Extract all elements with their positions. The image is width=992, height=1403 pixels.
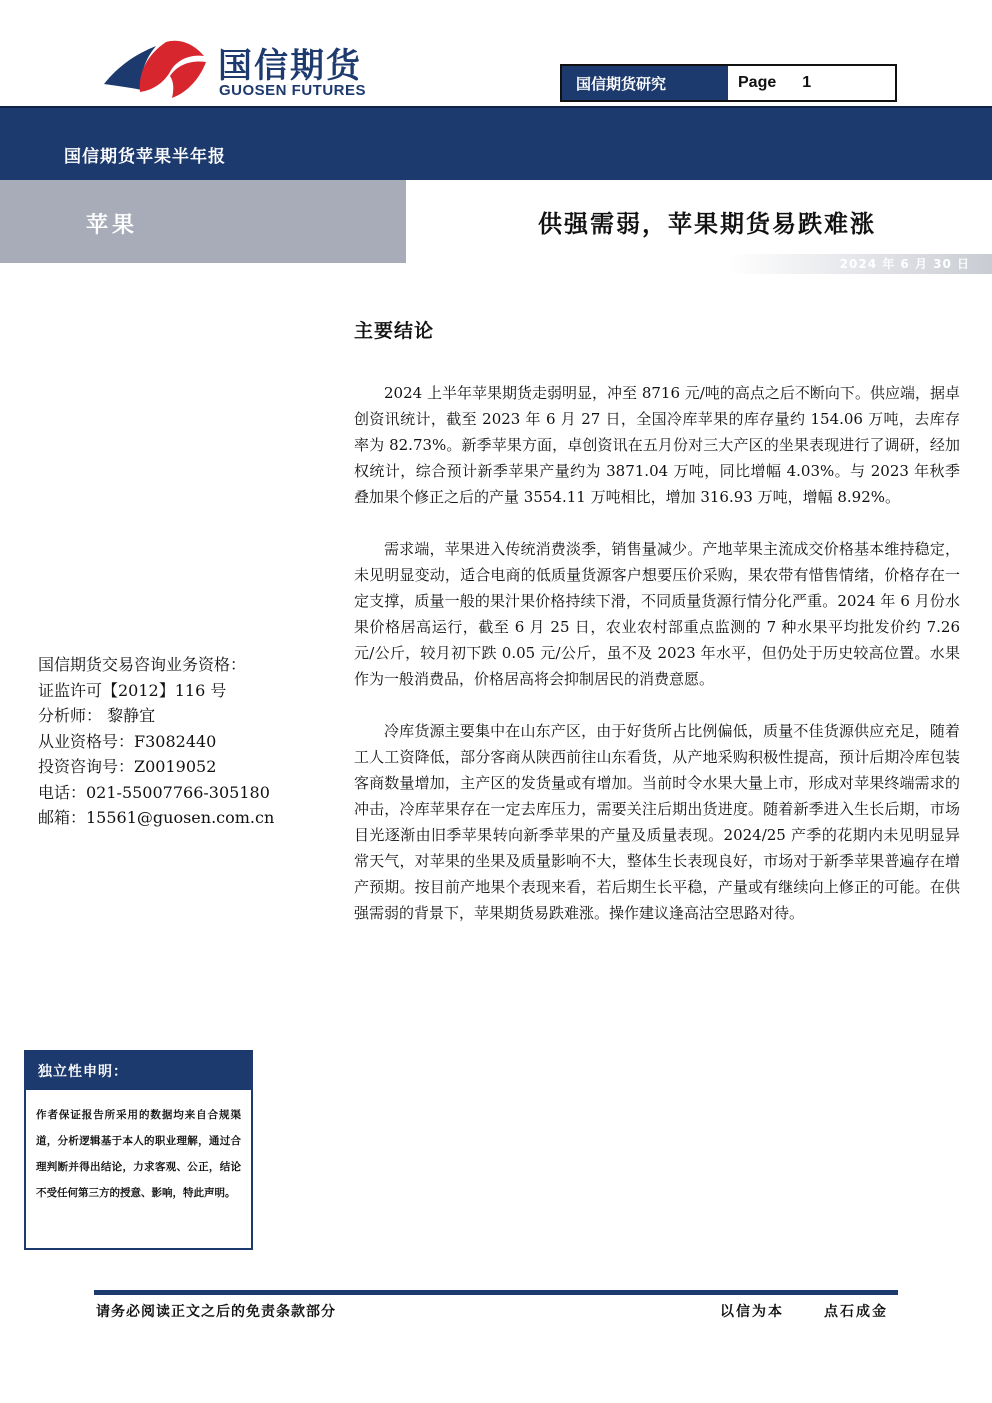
declaration-title: 独立性申明：: [26, 1052, 251, 1090]
report-date: 2024 年 6 月 30 日: [839, 257, 970, 271]
disclaimer-notice: 请务必阅读正文之后的免责条款部分: [96, 1304, 336, 1320]
category-label: 苹果: [86, 213, 139, 238]
email-line: 邮箱：15561@guosen.com.cn: [38, 808, 275, 827]
page-label: Page: [738, 74, 777, 91]
phone-line: 电话：021-55007766-305180: [38, 782, 270, 802]
practice-number-line: 从业资格号：F3082440: [38, 731, 217, 751]
page-number: 1: [802, 74, 812, 91]
slogan-2: 点石成金: [824, 1304, 888, 1320]
logo-chinese-name: 国信期货: [218, 46, 362, 86]
analyst-info: [38, 652, 308, 831]
report-headline: 供强需弱，苹果期货易跌难涨: [538, 210, 876, 238]
research-label: 国信期货研究: [562, 66, 728, 100]
guosen-logo-icon: [96, 36, 208, 102]
date-strip: [406, 254, 992, 274]
analyst-name-line: 分析师： 黎静宜: [38, 706, 156, 725]
page-number-box: [728, 66, 895, 100]
main-body: [354, 380, 960, 952]
independence-declaration: [24, 1050, 253, 1250]
slogan-1: 以信为本: [720, 1304, 784, 1320]
report-type: 国信期货苹果半年报: [64, 147, 226, 167]
page-indicator: [560, 64, 897, 102]
footer-divider: [94, 1290, 898, 1295]
qualification-line: 国信期货交易咨询业务资格：: [38, 655, 247, 674]
headline-area: [406, 180, 992, 254]
license-line: 证监许可【2012】116 号: [38, 680, 227, 700]
report-type-banner: [0, 106, 992, 180]
consulting-number-line: 投资咨询号：Z0019052: [38, 757, 217, 776]
paragraph-outlook: 冷库货源主要集中在山东产区，由于好货所占比例偏低，质量不佳货源供应充足，随着工人工资降低，部分客商从陕西前往山东看货，从产地采购积极性提高，预计后期冷库包装客商数量增加，主产区的发货量或有增加。当前时令水果大量上市，形成对苹果终端需求的冲击，冷库苹果存在一定去库压力，需要关注后期出货进度。随着新季进入生长后期，市场目光逐渐由旧季苹果转向新季苹果的产量及质量表现。2024/25 产季的花期内未见明显异常天气，对苹果的坐果及质量影响不大，整体生长表现良好，市场对于新季苹果普遍存在增产预期。按目前产地果个表现来看，若后期生长平稳，产量或有继续向上修正的可能。在供强需弱的背景下，苹果期货易跌难涨。操作建议逢高沽空思路对待。: [354, 722, 960, 922]
logo-english-name: GUOSEN FUTURES: [219, 82, 367, 99]
company-logo: [96, 34, 386, 106]
paragraph-demand: 需求端，苹果进入传统消费淡季，销售量减少。产地苹果主流成交价格基本维持稳定，未见明显变动，适合电商的低质量货源客户想要压价采购，果农带有惜售情绪，价格存在一定支撑，质量一般的果汁果价格持续下滑，不同质量货源行情分化严重。2024 年 6 月份水果价格居高运行，截至 6 月 25 日，农业农村部重点监测的 7 种水果平均批发价约 7.26 元/公斤，较月初下跌 0.05 元/公斤，虽不及 2023 年水平，但仍处于历史较高位置。水果作为一般消费品，价格居高将会抑制居民的消费意愿。: [354, 540, 960, 688]
section-title: 主要结论: [354, 320, 435, 342]
category-band: [0, 180, 406, 263]
paragraph-supply: 2024 上半年苹果期货走弱明显，冲至 8716 元/吨的高点之后不断向下。供应端，据卓创资讯统计，截至 2023 年 6 月 27 日，全国冷库苹果的库存量约 154.06 万吨，去库存率为 82.73%。新季苹果方面，卓创资讯在五月份对三大产区的坐果表现进行了调研，经加权统计，综合预计新季苹果产量约为 3871.04 万吨，同比增幅 4.03%。与 2023 年秋季叠加果个修正之后的产量 3554.11 万吨相比，增加 316.93 万吨，增幅 8.92%。: [354, 384, 960, 506]
declaration-body: 作者保证报告所采用的数据均来自合规渠道，分析逻辑基于本人的职业理解，通过合理判断并得出结论，力求客观、公正，结论不受任何第三方的授意、影响，特此声明。: [36, 1109, 241, 1199]
